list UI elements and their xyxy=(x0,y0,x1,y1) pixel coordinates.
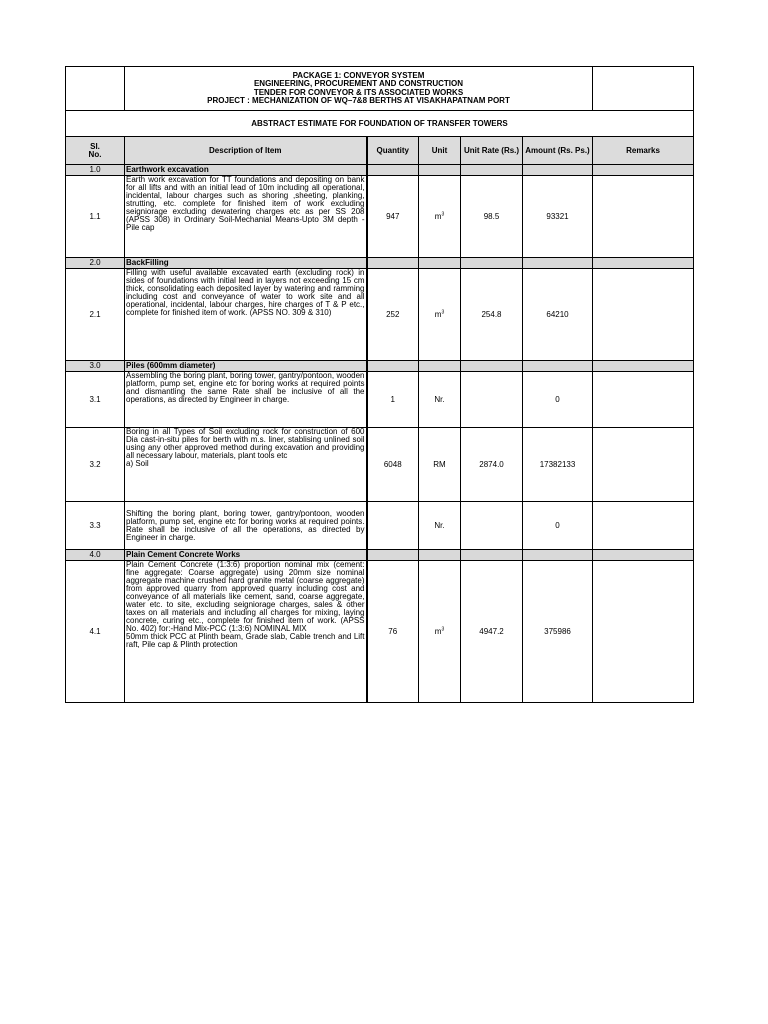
item-rate: 254.8 xyxy=(461,269,523,361)
section-row xyxy=(66,361,694,372)
item-quantity: 252 xyxy=(367,269,419,361)
item-unit: Nr. xyxy=(419,502,461,550)
item-rate xyxy=(461,372,523,428)
item-description: Plain Cement Concrete (1:3:6) proportion nominal mix (cement: fine aggregate: Coarse aggregate) using 20mm size nominal aggregate machine crushed hard granite metal (coarse aggregate) from approved quarry from approved quarry including cost and conveyance of all materials like cement, sand, coarse aggregate, water etc. to site, excluding seigniorage charges, sales & other taxes on all materials and including all charges for mixing, laying concrete, curing etc., complete for finished item of work. (APSS No. 402) for:-Hand Mix-PCC (1:3:6) NOMINAL MIX 50mm thick PCC at Plinth beam, Grade slab, Cable trench and Lift raft, Pile cap & Plinth protection xyxy=(125,561,367,703)
item-no: 1.1 xyxy=(66,176,125,258)
item-remarks xyxy=(593,428,694,502)
abstract-title-row xyxy=(66,111,694,137)
package-header-row xyxy=(66,67,694,111)
item-unit: $m^3$ xyxy=(419,561,461,703)
header-line-1: PACKAGE 1: CONVEYOR SYSTEM xyxy=(292,70,425,80)
col-quantity: Quantity xyxy=(367,137,419,165)
item-no: 4.1 xyxy=(66,561,125,703)
item-rate: 4947.2 xyxy=(461,561,523,703)
table-row xyxy=(66,269,694,361)
section-row xyxy=(66,258,694,269)
col-unit: Unit xyxy=(419,137,461,165)
table-row xyxy=(66,561,694,703)
section-no: 4.0 xyxy=(66,550,125,561)
col-unit-rate: Unit Rate (Rs.) xyxy=(461,137,523,165)
table-row xyxy=(66,502,694,550)
item-unit: RM xyxy=(419,428,461,502)
item-description: Shifting the boring plant, boring tower, gantry/pontoon, wooden platform, pump set, engine etc for boring works at required points. Rate shall be inclusive of all the operations, as directed by Engineer in charge. xyxy=(125,502,367,550)
item-amount: 64210 xyxy=(523,269,593,361)
item-amount: 17382133 xyxy=(523,428,593,502)
item-description: Boring in all Types of Soil excluding rock for construction of 600 Dia cast-in-situ piles for berth with m.s. liner, stablising unlined soil using any other approved method during excavation and providing all necessary labour, materials, plant tools etc a) Soil xyxy=(125,428,367,502)
item-quantity: 76 xyxy=(367,561,419,703)
item-remarks xyxy=(593,561,694,703)
item-remarks xyxy=(593,176,694,258)
item-quantity: 947 xyxy=(367,176,419,258)
item-quantity: 1 xyxy=(367,372,419,428)
item-amount: 0 xyxy=(523,502,593,550)
col-remarks: Remarks xyxy=(593,137,694,165)
section-title: Plain Cement Concrete Works xyxy=(125,550,367,561)
item-remarks xyxy=(593,502,694,550)
item-amount: 0 xyxy=(523,372,593,428)
item-amount: 93321 xyxy=(523,176,593,258)
package-header xyxy=(125,67,593,111)
item-amount: 375986 xyxy=(523,561,593,703)
table-row xyxy=(66,428,694,502)
item-rate: 98.5 xyxy=(461,176,523,258)
header-line-3: TENDER FOR CONVEYOR & ITS ASSOCIATED WORKS xyxy=(253,87,464,97)
item-no: 3.1 xyxy=(66,372,125,428)
section-no: 2.0 xyxy=(66,258,125,269)
header-line-2: ENGINEERING, PROCUREMENT AND CONSTRUCTION xyxy=(253,79,464,88)
item-remarks xyxy=(593,269,694,361)
item-no: 3.3 xyxy=(66,502,125,550)
section-title: Earthwork excavation xyxy=(125,165,367,176)
item-quantity: 6048 xyxy=(367,428,419,502)
item-no: 3.2 xyxy=(66,428,125,502)
abstract-title: ABSTRACT ESTIMATE FOR FOUNDATION OF TRANSFER TOWERS xyxy=(66,111,694,137)
item-rate: 2874.0 xyxy=(461,428,523,502)
table-row xyxy=(66,176,694,258)
item-description: Assembling the boring plant, boring tower, gantry/pontoon, wooden platform, pump set, engine etc for boring works at required points and dismantling the same Rate shall be inclusive of all the operations, as directed by Engineer in charge. xyxy=(125,372,367,428)
col-sl-no: Sl. No. xyxy=(66,137,125,165)
section-no: 3.0 xyxy=(66,361,125,372)
item-rate xyxy=(461,502,523,550)
section-row xyxy=(66,165,694,176)
table-row xyxy=(66,372,694,428)
estimate-table xyxy=(65,66,694,703)
section-no: 1.0 xyxy=(66,165,125,176)
section-row xyxy=(66,550,694,561)
col-amount: Amount (Rs. Ps.) xyxy=(523,137,593,165)
item-description: Filling with useful available excavated earth (excluding rock) in sides of foundations with initial lead in layers not exceeding 15 cm thick, consolidating each deposited layer by watering and ramming including cost and conveyance of water to work site and all operational, incidental, labour charges, hire charges of T & P etc., complete for finished item of work. (APSS NO. 309 & 310) xyxy=(125,269,367,361)
item-unit: Nr. xyxy=(419,372,461,428)
col-description: Description of Item xyxy=(125,137,367,165)
item-quantity xyxy=(367,502,419,550)
item-remarks xyxy=(593,372,694,428)
item-unit: $m^3$ xyxy=(419,176,461,258)
section-title: BackFilling xyxy=(125,258,367,269)
header-line-4: PROJECT : MECHANIZATION OF WQ–7&8 BERTHS AT VISAKHAPATNAM PORT xyxy=(207,96,510,105)
item-description: Earth work excavation for TT foundations and depositing on bank for all lifts and with an initial lead of 10m including all operational, incidental, labour charges such as shoring ,sheeting, planking, strutting, etc. complete for finished item of work excluding seigniorage excluding dewatering charges etc as per SS 208 (APSS 308) in Ordinary Soil-Mechanial Means-Upto 3M depth - Pile cap xyxy=(125,176,367,258)
section-title: Piles (600mm diameter) xyxy=(125,361,367,372)
item-unit: $m^3$ xyxy=(419,269,461,361)
item-no: 2.1 xyxy=(66,269,125,361)
column-header-row xyxy=(66,137,694,165)
